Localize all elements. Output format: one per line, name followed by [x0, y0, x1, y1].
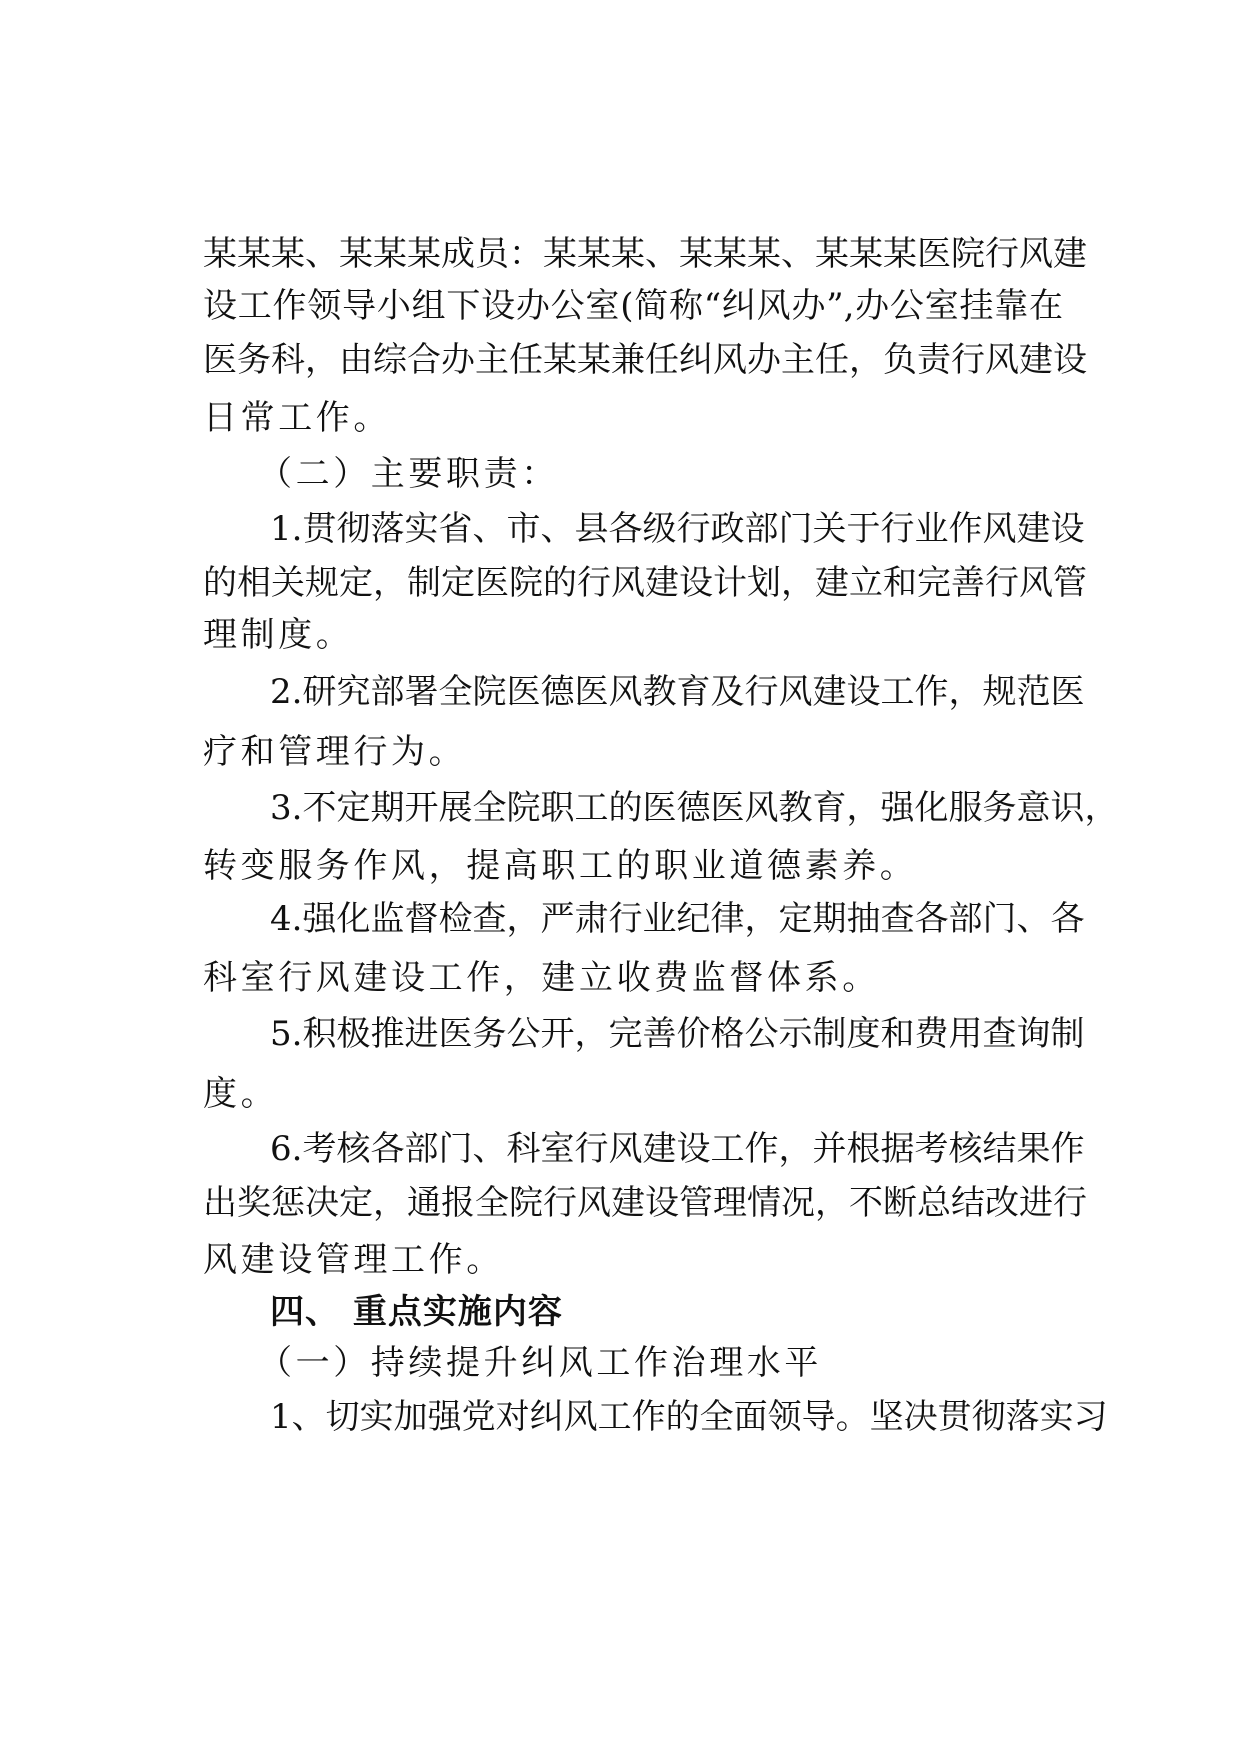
body-text-line: 疗和管理行为。 [203, 732, 467, 772]
list-item-text: 1.贯彻落实省、市、县各级行政部门关于行业作风建设 [270, 509, 1085, 549]
body-text-line: 医务科，由综合办主任某某兼任纠风办主任，负责行风建设 [203, 340, 1087, 380]
list-item-text: 2.研究部署全院医德医风教育及行风建设工作，规范医 [270, 672, 1085, 712]
section-heading: 四、 重点实施内容 [270, 1292, 563, 1332]
body-text-line: 度。 [203, 1074, 279, 1114]
list-item-text: 3.不定期开展全院职工的医德医风教育，强化服务意识， [270, 788, 1119, 828]
section-subheading: （二）主要职责： [258, 454, 559, 494]
body-text-line: 科室行风建设工作，建立收费监督体系。 [203, 958, 880, 998]
list-item-text: 6.考核各部门、科室行风建设工作，并根据考核结果作 [270, 1129, 1085, 1169]
list-item-text: 4.强化监督检查，严肃行业纪律，定期抽查各部门、各 [270, 899, 1085, 939]
list-item-text: 1、切实加强党对纠风工作的全面领导。坚决贯彻落实习 [270, 1397, 1108, 1437]
body-text-line: 理制度。 [203, 615, 354, 655]
body-text-line: 出奖惩决定，通报全院行风建设管理情况，不断总结改进行 [203, 1183, 1087, 1223]
body-text-line: 设工作领导小组下设办公室(简称“纠风办”,办公室挂靠在 [203, 286, 1063, 326]
body-text-line: 日常工作。 [203, 398, 391, 438]
body-text-line: 风建设管理工作。 [203, 1240, 504, 1280]
body-text-line: 的相关规定，制定医院的行风建设计划，建立和完善行风管 [203, 563, 1087, 603]
body-text-line: 某某某、某某某成员：某某某、某某某、某某某医院行风建 [203, 234, 1087, 274]
body-text-line: 转变服务作风，提高职工的职业道德素养。 [203, 846, 918, 886]
section-subheading: （一）持续提升纠风工作治理水平 [258, 1343, 822, 1383]
list-item-text: 5.积极推进医务公开，完善价格公示制度和费用查询制 [270, 1014, 1085, 1054]
